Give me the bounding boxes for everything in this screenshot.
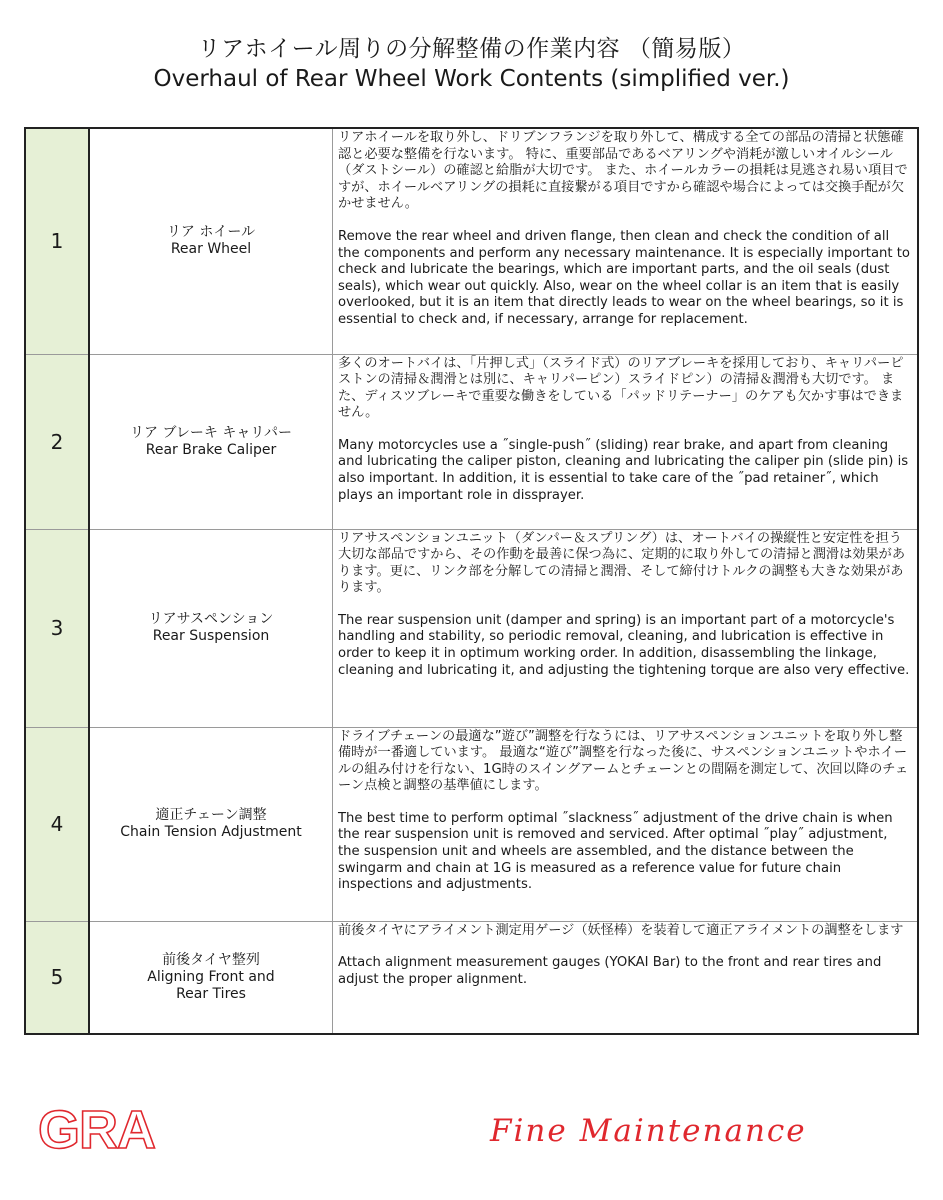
gra-logo-graphic — [36, 1098, 186, 1158]
row-number: 4 — [25, 727, 89, 921]
item-name-ja: 適正チェーン調整 — [155, 807, 267, 823]
work-contents-table — [24, 127, 919, 1035]
document-title — [0, 34, 943, 94]
item-name-ja: リアサスペンション — [148, 611, 274, 627]
item-name-cell — [89, 354, 333, 529]
item-name-ja: リア ブレーキ キャリパー — [130, 424, 292, 441]
item-name-cell — [89, 529, 333, 727]
row-number: 3 — [25, 529, 89, 727]
item-name-ja: 前後タイヤ整列 — [162, 951, 260, 968]
description-cell — [333, 128, 919, 354]
row-number: 1 — [25, 128, 89, 354]
description-en: Many motorcycles use a ˝single-push˝ (sliding) rear brake, and apart from cleaning and lubricating the caliper piston, cleaning and lubricating the caliper pin (slide pin) is also important. In addition, it is essential to take care of the ˝pad retainer˝, which plays an important role in dissprayer. — [338, 437, 909, 503]
item-name-cell — [89, 727, 333, 921]
item-name-en: Chain Tension Adjustment — [120, 824, 302, 840]
row-number: 5 — [25, 921, 89, 1034]
description-ja: ドライブチェーンの最適な”遊び”調整を行なうには、リアサスペンションユニットを取り外し整備時が一番適しています。 最適な“遊び”調整を行なった後に、サスペンションユニットやホイールの組み付けを行ない、1G時のスイングアームとチェーンとの間隔を測定して、次回以降のチェーン点検と調整の基準値にします。 — [338, 728, 909, 794]
row-number: 2 — [25, 354, 89, 529]
description-ja: 前後タイヤにアライメント測定用ゲージ（妖怪棒）を装着して適正アライメントの調整をします — [338, 922, 904, 938]
item-name-en: Rear Suspension — [152, 628, 270, 644]
description-en: The best time to perform optimal ˝slackness˝ adjustment of the drive chain is when the rear suspension unit is removed and serviced. After optimal ˝play˝ adjustment, the suspension unit and wheels are assembled, and the distance between the swingarm and chain at 1G is measured as a reference value for future chain inspections and adjustments. — [338, 810, 893, 893]
description-en: Attach alignment measurement gauges (YOKAI Bar) to the front and rear tires and adjust the proper alignment. — [338, 955, 882, 987]
description-cell — [333, 354, 919, 529]
table-row — [25, 354, 918, 529]
item-name-cell — [89, 921, 333, 1034]
description-cell — [333, 529, 919, 727]
description-cell — [333, 727, 919, 921]
item-name-en: Rear Brake Caliper — [145, 441, 277, 458]
table-row — [25, 529, 918, 727]
description-en: Remove the rear wheel and driven flange, then clean and check the condition of all the components and perform any necessary maintenance. It is especially important to check and lubricate the bearings, which are important parts, and the oil seals (dust seals), which wear out quickly. Also, wear on the wheel collar is an item that is easily overlooked, but it is an item that directly leads to wear on the wheel bearings, so it is essential to check and, if necessary, arrange for replacement. — [338, 228, 910, 327]
description-ja: 多くのオートバイは、「片押し式」（スライド式）のリアブレーキを採用しており、キャリパーピストンの清掃＆潤滑とは別に、キャリパーピン）スライドピン）の清掃＆潤滑も大切です。 また、ディスツブレーキで重要な働きをしている「パッドリテーナー」のケアも欠かす事はできません。 — [338, 355, 904, 421]
gra-logo — [36, 1098, 186, 1162]
description-ja: リアホイールを取り外し、ドリブンフランジを取り外して、構成する全ての部品の清掃と状態確認と必要な整備を行ないます。 特に、重要部品であるベアリングや消耗が激しいオイルシール（ダストシール）の確認と給脂が大切です。 また、ホイールカラーの損耗は見逃され易い項目ですが、ホイールベアリングの損耗に直接繋がる項目ですから確認や場合によっては交換手配が欠かせません。 — [338, 130, 908, 212]
logo-text: GRA — [38, 1100, 155, 1158]
description-ja: リアサスペンションユニット（ダンパー＆スプリング）は、オートバイの操縦性と安定性を担う大切な部品ですから、その作動を最善に保つ為に、定期的に取り外しての清掃と潤滑は効果があります。更に、リンク部を分解しての清掃と潤滑、そして締付けトルクの調整も大きな効果があります。 — [338, 530, 906, 596]
title-japanese: リアホイール周りの分解整備の作業内容 （簡易版） — [197, 36, 746, 62]
item-name-en: Rear Wheel — [170, 241, 252, 258]
table-row — [25, 128, 918, 354]
item-name-ja: リア ホイール — [166, 224, 256, 241]
fine-maintenance-signature: Fine Maintenance — [490, 1113, 807, 1149]
description-en: The rear suspension unit (damper and spring) is an important part of a motorcycle's handling and stability, so periodic removal, cleaning, and lubrication is effective in order to keep it in optimum working order. In addition, disassembling the linkage, cleaning and lubricating it, and adjusting the tightening torque are also very effective. — [338, 612, 910, 678]
title-english: Overhaul of Rear Wheel Work Contents (simplified ver.) — [153, 66, 790, 92]
description-cell — [333, 921, 919, 1034]
table-row — [25, 921, 918, 1034]
table-row — [25, 727, 918, 921]
item-name-cell — [89, 128, 333, 354]
item-name-en: Aligning Front and Rear Tires — [147, 968, 275, 1002]
